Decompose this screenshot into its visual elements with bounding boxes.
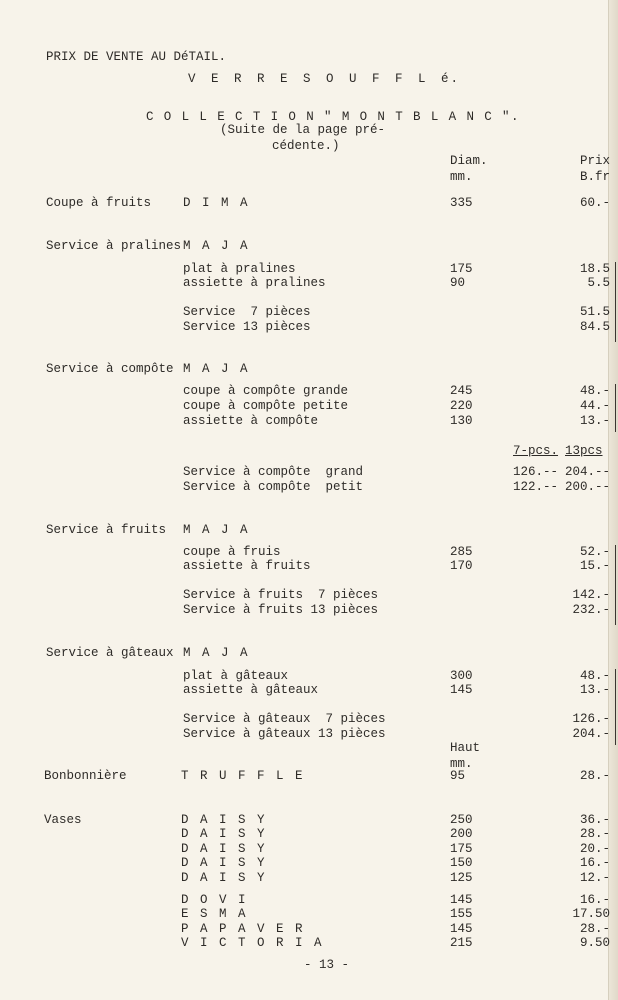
pralines-item-price: 5.5 xyxy=(587,276,610,290)
compote-item-diam: 245 xyxy=(450,384,473,398)
pralines-item-price: 51.5 xyxy=(579,305,610,319)
pralines-item-name: plat à pralines xyxy=(183,262,296,276)
vase-model: D O V I xyxy=(181,893,248,907)
document-title: PRIX DE VENTE AU DéTAIL. xyxy=(46,50,227,64)
fruits-model: M A J A xyxy=(183,523,250,537)
compote-label: Service à compôte xyxy=(46,362,174,376)
fruits-item-price: 52.- xyxy=(579,545,610,559)
gateaux-item-name: Service à gâteaux 13 pièces xyxy=(183,727,386,741)
compote-col-13pcs: 13pcs xyxy=(565,444,603,458)
gateaux-item-price: 126.- xyxy=(572,712,610,726)
collection-note-line2: cédente.) xyxy=(272,139,340,153)
vase-size: 215 xyxy=(450,936,473,950)
coupe-diam: 335 xyxy=(450,196,473,210)
compote-service-price-7: 126.-- xyxy=(513,465,559,479)
pralines-item-price: 84.5 xyxy=(579,320,610,334)
fruits-item-diam: 170 xyxy=(450,559,473,573)
vase-model: D A I S Y xyxy=(181,871,267,885)
fruits-item-price: 15.- xyxy=(579,559,610,573)
vases-label: Vases xyxy=(44,813,82,827)
pralines-label: Service à pralines xyxy=(46,239,182,253)
vase-size: 200 xyxy=(450,827,473,841)
compote-item-price: 44.- xyxy=(579,399,610,413)
compote-col-7pcs: 7-pcs. xyxy=(513,444,559,458)
vase-price: 28.- xyxy=(579,827,610,841)
pralines-item-diam: 175 xyxy=(450,262,473,276)
pralines-item-name: Service 7 pièces xyxy=(183,305,311,319)
pralines-item-name: Service 13 pièces xyxy=(183,320,311,334)
gateaux-item-price: 48.- xyxy=(579,669,610,683)
vase-model: D A I S Y xyxy=(181,813,267,827)
margin-rule xyxy=(615,262,616,342)
gateaux-model: M A J A xyxy=(183,646,250,660)
compote-item-diam: 130 xyxy=(450,414,473,428)
coupe-price: 60.- xyxy=(579,196,610,210)
document-subtitle: V E R R E S O U F F L é. xyxy=(188,72,461,86)
fruits-item-name: Service à fruits 7 pièces xyxy=(183,588,379,602)
vase-size: 125 xyxy=(450,871,473,885)
bonbonniere-price: 28.- xyxy=(579,769,610,783)
pralines-item-name: assiette à pralines xyxy=(183,276,326,290)
fruits-label: Service à fruits xyxy=(46,523,167,537)
diam-header-line1: Diam. xyxy=(450,154,488,168)
vase-price: 16.- xyxy=(579,856,610,870)
bonbonniere-label: Bonbonnière xyxy=(44,769,127,783)
gateaux-item-diam: 145 xyxy=(450,683,473,697)
vase-model: V I C T O R I A xyxy=(181,936,324,950)
compote-model: M A J A xyxy=(183,362,250,376)
fruits-item-name: assiette à fruits xyxy=(183,559,311,573)
pralines-item-price: 18.5 xyxy=(579,262,610,276)
compote-item-name: assiette à compôte xyxy=(183,414,319,428)
vase-price: 17.50 xyxy=(572,907,610,921)
gateaux-item-diam: 300 xyxy=(450,669,473,683)
haut-header-line1: Haut xyxy=(450,741,481,755)
compote-item-price: 13.- xyxy=(579,414,610,428)
fruits-item-name: coupe à fruis xyxy=(183,545,281,559)
vase-model: P A P A V E R xyxy=(181,922,305,936)
page-edge xyxy=(609,0,618,1000)
coupe-label: Coupe à fruits xyxy=(46,196,152,210)
compote-service-price-13: 200.-- xyxy=(565,480,611,494)
gateaux-item-name: Service à gâteaux 7 pièces xyxy=(183,712,386,726)
collection-title: C O L L E C T I O N " M O N T B L A N C ". xyxy=(146,110,520,124)
vase-size: 155 xyxy=(450,907,473,921)
margin-rule xyxy=(615,384,616,432)
vase-price: 20.- xyxy=(579,842,610,856)
prix-header-line2: B.fr xyxy=(579,170,610,184)
gateaux-item-name: plat à gâteaux xyxy=(183,669,289,683)
margin-rule xyxy=(615,545,616,625)
vase-model: D A I S Y xyxy=(181,856,267,870)
vase-price: 28.- xyxy=(579,922,610,936)
vase-model: E S M A xyxy=(181,907,248,921)
vase-price: 12.- xyxy=(579,871,610,885)
compote-item-price: 48.- xyxy=(579,384,610,398)
compote-service-name: Service à compôte petit xyxy=(183,480,364,494)
fruits-item-price: 142.- xyxy=(572,588,610,602)
vase-size: 145 xyxy=(450,922,473,936)
fruits-item-diam: 285 xyxy=(450,545,473,559)
fruits-item-name: Service à fruits 13 pièces xyxy=(183,603,379,617)
vase-size: 175 xyxy=(450,842,473,856)
vase-price: 16.- xyxy=(579,893,610,907)
gateaux-label: Service à gâteaux xyxy=(46,646,174,660)
vase-model: D A I S Y xyxy=(181,842,267,856)
bonbonniere-model: T R U F F L E xyxy=(181,769,305,783)
compote-service-name: Service à compôte grand xyxy=(183,465,364,479)
collection-note-line1: (Suite de la page pré- xyxy=(220,123,386,137)
pralines-item-diam: 90 xyxy=(450,276,466,290)
vase-price: 36.- xyxy=(579,813,610,827)
haut-header-line2: mm. xyxy=(450,757,473,771)
margin-rule xyxy=(615,669,616,745)
vase-size: 250 xyxy=(450,813,473,827)
vase-model: D A I S Y xyxy=(181,827,267,841)
compote-item-name: coupe à compôte petite xyxy=(183,399,349,413)
diam-header-line2: mm. xyxy=(450,170,473,184)
pralines-model: M A J A xyxy=(183,239,250,253)
coupe-model: D I M A xyxy=(183,196,250,210)
bonbonniere-haut: 95 xyxy=(450,769,466,783)
vase-size: 145 xyxy=(450,893,473,907)
compote-item-name: coupe à compôte grande xyxy=(183,384,349,398)
compote-service-price-13: 204.-- xyxy=(565,465,611,479)
compote-item-diam: 220 xyxy=(450,399,473,413)
gateaux-item-price: 13.- xyxy=(579,683,610,697)
gateaux-item-name: assiette à gâteaux xyxy=(183,683,319,697)
vase-price: 9.50 xyxy=(579,936,610,950)
gateaux-item-price: 204.- xyxy=(572,727,610,741)
page-number: - 13 - xyxy=(304,958,350,972)
prix-header-line1: Prix xyxy=(579,154,610,168)
compote-service-price-7: 122.-- xyxy=(513,480,559,494)
fruits-item-price: 232.- xyxy=(572,603,610,617)
vase-size: 150 xyxy=(450,856,473,870)
